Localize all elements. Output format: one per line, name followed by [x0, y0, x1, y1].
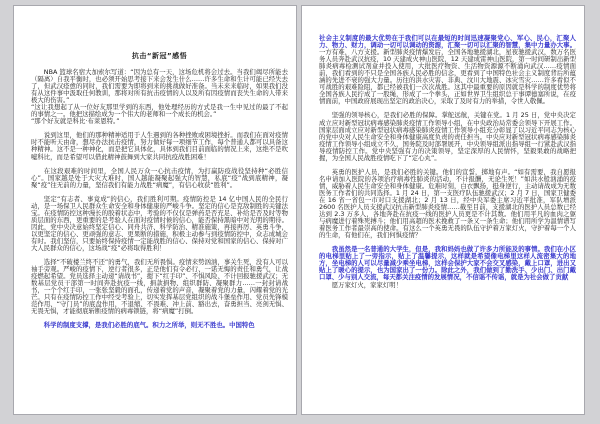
paragraph: [31, 196, 288, 252]
text-segment: “这让我想起了从一位好友那里学到的东西，他处理经历的方式是我一生中见过的最了不起的事情之一。他把这描绘成为一个伟大的老师和一个成长的机会。”: [31, 103, 288, 119]
page-2-content: [319, 35, 576, 289]
highlighted-text-segment: 我虽然是一名普通的大学生，但是，我和妈妈也做了许多力所能及的事情。我们在小区的电梯里贴上了一旁指示，贴上了温馨提示，这样就是希望像电梯里这样人流密集大的地方，坐电梯的人可以尽量减少乘坐电梯，这样会保护大家不会交叉感染，戴上口罩，进出又贴上了暖心的提示，也为国家出了一份力。除此之外，我们做到了勤洗手、少出门、出门戴口罩、少与别人交流，每天都关注疫情的发展情况，不信谣不传谣，就是为社会做了贡献: [319, 245, 576, 282]
text-segment: 坚定“有志者、事竟成”的信心，我们胜利可期。疫情防控是 14 亿中国人民的全民行动，是一场保卫人民群众生命安全和身体健康的严峻斗争。坚定的信心是克敌制胜的关键法宝。在疫情防控这种漫长的胶着状态中，考验的不仅仅是弹药是否充足、补给是否及时等物质层面的东西，更重要的是考验人在面对疫情时候的信心，能否保持黑暗中对光明的期待。因此，党中央决意始终坚定信心、同舟共济、科学防治、精准施策，再接再厉、英勇斗争，以更坚定的信心、更顽强的意志、更果断的措施，积极主动参与到疫情防控中，众志成城会有时。我们坚信，只要始终保持疫情一定能战胜的信心、保持对党和国家的信心、保持对广大人民群众的信心，这场战“疫”必将取得胜利！: [31, 194, 288, 253]
page-1-content: [31, 69, 288, 330]
text-segment: 选择“不破楼兰终不还”的勇气，我们无所畏惧。疫情来势汹汹，事关生死，没有人可以袖手旁观。严峻的疫情下，逆行者很多，正是他们有令必行、一诺无悔的责任和勇气，让战疫燃起希望。党员选择主动递“请战书”、摁下“红手印”、不惧风险、不计回报驰援武汉；无数基层党员干部第一时间奔赴抗疫一线，捐款捐物、组织群防、凝聚群力……一封封请战书，一个个红手印，一张张坚毅的面孔，传递着党的声音，凝聚着党的力量，闪耀着党的光芒。只有在疫情防控工作中经受考验上，切实发挥基层党组织的战斗堡垒作用、党员先锋模范作用、“守门员”的底盘作用，不退缩、不畏难、冲上前、豁出去，奋勇担当、亮剑无惧、无畏无惧，才能彻底斩断疫情的病毒锁链，将“病魔”打倒。: [31, 258, 288, 316]
text-segment: 在这段艰难的时间里，全国人民万众一心抗击疫情，为打赢防疫战役坚持种“必胜信心”。国家越是处于大灾大难时，国人越能凝聚起强大的智慧，私底“疫”战到底精神，凝聚“疫”往无前的力量，坚信我们有能力战胜“病魔”，有信心收获“胜利”。: [31, 166, 288, 189]
paragraph: [31, 322, 288, 329]
paragraph: [319, 35, 576, 105]
text-segment: 说到这里，他们的那种精神适用于人生遇到的各种挫败或困境挫折。而我们在面对疫情时不能听天由命，想尽办法抗击疫情，努力做好每一项细节工作，每个普通人都可以具备这种精神。这不是一种神化，而是把它具体化，具体到我们目前面临的情况上来，这绝不是吹嘘科比，而是希望可以借此精神鼓舞到大家共同抗疫战胜困难！: [31, 131, 288, 161]
text-segment: NBA 篮球名宿大加索尔写道：“因为总有一天，这场危机将会过去。当我们竭尽所能去（隔离）自我平衡时，也必须开始思考接下来会发生什么……许多生命和生计可能已经失去了，但武汉痊愈的同时，我们需要为即将到来的挑战做好准备。当未来来临时，如果我们没有从这件事中汲取任何教训，那将对所有抗击疫情的人以及所有因疫情而丧失生命的人带来极大的伤害。”: [31, 68, 288, 105]
paragraph: [319, 169, 576, 239]
paragraph: [31, 259, 288, 315]
paragraph: [319, 282, 576, 289]
document-page-1: [13, 5, 297, 415]
highlighted-text-segment: 社会主义制度的最大优势在于我们可以在最短的时间迅速凝聚党心、军心、民心，汇聚人力、物力、财力，调动一切可以调动的资源，汇聚一切可以汇聚的智慧，集中力量办大事。: [319, 34, 576, 50]
paragraph: [319, 246, 576, 281]
text-segment: 坚强的领导核心，是我们必胜的保障。掌舵远航，关键在党。1 月 25 日，党中央决定成立应对新型冠状病毒感染肺炎疫情工作领导小组，在中央政治局常委会领导下开展工作。国家层面成立应对新型冠状病毒感染肺炎疫情工作领导小组充分彰显了以习近平同志为核心的党中央对人民生命安全和身体健康高度负责的责任担当。中央应对新型冠状病毒感染肺炎疫情工作领导小组成立不久，国务院及时部署展开，中央领导组派出指导组一行紧赴武汉指导疫情防控工作。党中央坚强有力的决策领导，坚定深厚的人民情怀，坚毅果敢的战略把握，为全国人民战胜疫情吃下了“定心丸”。: [319, 111, 576, 162]
document-title: 抗击“新冠”感悟: [131, 52, 188, 60]
paragraph: [31, 69, 288, 104]
text-segment: 英勇的医护人员，是我们必胜的关键。他们的宣誓，掷地有声。“如有需要，我自愿报名申请加入医院的各项治疗病毒性肺炎的活动，不计报酬，无论生死！”如洪水般汹涌的疫情，威胁着人民生命安全和身体健康。危难时刻，白衣飘扬，挺身逆行，主动请战成为无数医务工作者们的共同选择。1 月 24 日，第一支医疗队伍驰援武汉；2 月 7 日，国家卫健委在 16 省一省包一市对口支援湖北；2 月 13 日，经中央军委主席习近平批准，军队增派 2600 名医护人员支援武汉抗击新型肺炎疫情……截至目前，支援湖北的医护人员总数已经达到 2.3 万多人，各地奔赴在抗疫一线的医护人员更是不计其数。他们用平凡的血肉之躯与病魔进行着殊死搏斗；他们用高超的医术挽救了一条又一条生命；他们用所学为温情谱写着医务工作者最崇高的使命。有这么一个英勇无畏的队伍守护着万家灯火，守护着每一个人的生命，有他们在，我们何惧疫情？: [319, 167, 576, 240]
text-segment: 愿万家灯火，家家灯明！: [331, 280, 403, 289]
text-segment: “那个好友就是科比·布莱恩特。”: [31, 117, 120, 126]
paragraph: [31, 118, 288, 125]
paragraph: [319, 112, 576, 161]
document-page-2: [301, 5, 585, 415]
text-segment: 一方有难，八方支援。新型肺炎疫情爆发后，全国各地驰援湖北，星夜驰援武汉，数万名医务人员奔赴武汉抗疫，10 天建成火神山医院，12 天建成雷神山医院，第一时间研制出新型肺炎病毒检测试剂盒并投入使用，大批医疗物资、生活物资源源不断涌向武汉……疫情面前，我们看到的不只是全国各族人民必胜的信念，更看到了中国特色社会主义制度背后所蕴涵的先进不衰的强大力量。历往的洪水灾害、非典、汶川大地震、冰灾雪灾……许多看似不可战胜的艰难险阻，都已经被我们一次次战胜。这其中最重要的原因就是科学的制度优势将全国各族人民拧成了一股绳，形成了一个拳头，正如世界卫生组织总干事谭德塞所说，在疫情面前，中国政府展现出坚定的政治决心，采取了及时有力的举措，令世人敬佩。: [319, 48, 576, 106]
paragraph: [31, 132, 288, 160]
paragraph: [31, 168, 288, 189]
highlighted-text-segment: 科学的制度支撑，是我们必胜的底气。积力之所举，则无不胜也。中国特色: [43, 321, 255, 330]
